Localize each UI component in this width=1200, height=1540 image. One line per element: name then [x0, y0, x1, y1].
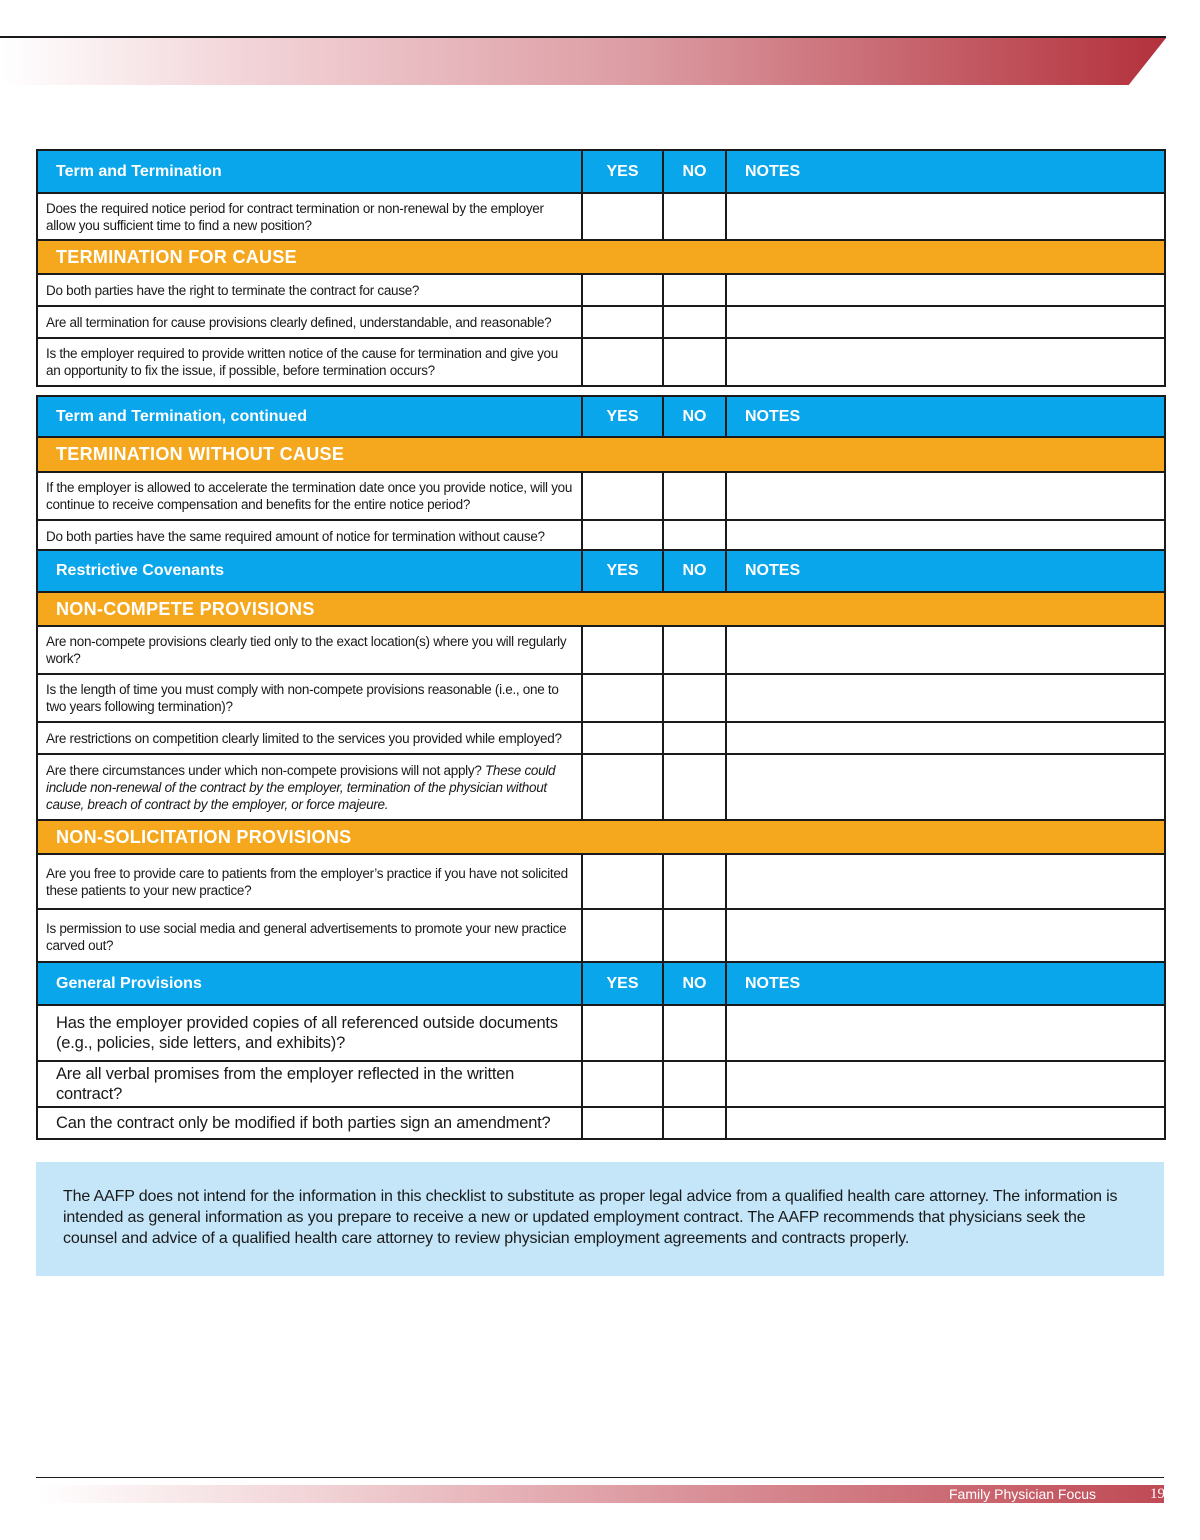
yes-column-header: YES — [582, 962, 663, 1005]
checklist-row — [37, 193, 1165, 240]
no-checkbox-cell[interactable] — [663, 1107, 726, 1139]
subheading-label: NON-COMPETE PROVISIONS — [37, 592, 1165, 626]
no-checkbox-cell[interactable] — [663, 909, 726, 964]
no-checkbox-cell[interactable] — [663, 338, 726, 386]
no-checkbox-cell[interactable] — [663, 472, 726, 520]
yes-column-header: YES — [582, 550, 663, 592]
question-main-text: Can the contract only be modified if both parties sign an amendment? — [56, 1114, 551, 1132]
yes-checkbox-cell[interactable] — [582, 909, 663, 964]
checklist-table — [36, 961, 1166, 1140]
top-gradient-banner — [0, 38, 1166, 85]
no-checkbox-cell[interactable] — [663, 674, 726, 722]
question-main-text: Is the employer required to provide written notice of the cause for termination and give you an opportunity to fix the issue, if possible, before termination occurs? — [46, 346, 558, 378]
notes-cell[interactable] — [726, 193, 1165, 240]
checklist-row — [37, 626, 1165, 674]
notes-cell[interactable] — [726, 754, 1165, 820]
question-text — [37, 754, 582, 820]
question-text — [37, 854, 582, 909]
yes-checkbox-cell[interactable] — [582, 1107, 663, 1139]
question-text — [37, 274, 582, 306]
question-main-text: Do both parties have the same required amount of notice for termination without cause? — [46, 528, 545, 544]
section-header-row — [37, 962, 1165, 1005]
no-checkbox-cell[interactable] — [663, 1061, 726, 1107]
question-main-text: Are you free to provide care to patients from the employer’s practice if you have not solicited these patients to your new practice? — [46, 865, 568, 898]
no-column-header: NO — [663, 396, 726, 437]
question-main-text: Is the length of time you must comply with non-compete provisions reasonable (i.e., one to two years following termination)? — [46, 682, 559, 714]
section-title: Restrictive Covenants — [37, 550, 582, 592]
checklist-term-termination — [36, 149, 1164, 387]
checklist-row — [37, 1107, 1165, 1139]
notes-column-header: NOTES — [726, 962, 1165, 1005]
notes-cell[interactable] — [726, 306, 1165, 338]
checklist-row — [37, 1061, 1165, 1107]
question-main-text: Are all termination for cause provisions clearly defined, understandable, and reasonable? — [46, 314, 552, 330]
checklist-row — [37, 854, 1165, 909]
no-checkbox-cell[interactable] — [663, 1005, 726, 1061]
bottom-rule — [36, 1477, 1164, 1478]
no-checkbox-cell[interactable] — [663, 306, 726, 338]
question-main-text: Has the employer provided copies of all referenced outside documents (e.g., policies, side letters, and exhibits)? — [56, 1014, 558, 1052]
question-text — [37, 722, 582, 754]
yes-checkbox-cell[interactable] — [582, 520, 663, 552]
yes-checkbox-cell[interactable] — [582, 472, 663, 520]
checklist-table — [36, 149, 1166, 387]
yes-checkbox-cell[interactable] — [582, 1061, 663, 1107]
yes-checkbox-cell[interactable] — [582, 306, 663, 338]
yes-column-header: YES — [582, 396, 663, 437]
checklist-table — [36, 549, 1166, 965]
question-text — [37, 1005, 582, 1061]
notes-cell[interactable] — [726, 854, 1165, 909]
question-text — [37, 1107, 582, 1139]
yes-checkbox-cell[interactable] — [582, 1005, 663, 1061]
subheading-non-compete-provisions — [37, 592, 1165, 626]
yes-checkbox-cell[interactable] — [582, 754, 663, 820]
no-checkbox-cell[interactable] — [663, 722, 726, 754]
yes-checkbox-cell[interactable] — [582, 338, 663, 386]
notes-cell[interactable] — [726, 1005, 1165, 1061]
checklist-term-termination-continued — [36, 395, 1164, 553]
notes-cell[interactable] — [726, 1061, 1165, 1107]
subheading-termination-for-cause — [37, 240, 1165, 274]
footer-publication: Family Physician Focus — [949, 1486, 1097, 1502]
page-number: 19 — [1150, 1486, 1165, 1502]
top-rule — [0, 36, 1166, 38]
question-text — [37, 520, 582, 552]
subheading-label: TERMINATION WITHOUT CAUSE — [37, 437, 1165, 472]
question-main-text: Do both parties have the right to terminate the contract for cause? — [46, 282, 420, 298]
checklist-row — [37, 674, 1165, 722]
section-header-row — [37, 150, 1165, 193]
checklist-general-provisions — [36, 961, 1164, 1140]
no-checkbox-cell[interactable] — [663, 520, 726, 552]
yes-checkbox-cell[interactable] — [582, 854, 663, 909]
question-text — [37, 306, 582, 338]
notes-cell[interactable] — [726, 520, 1165, 552]
notes-cell[interactable] — [726, 674, 1165, 722]
section-title: Term and Termination, continued — [37, 396, 582, 437]
section-title: General Provisions — [37, 962, 582, 1005]
section-header-row — [37, 396, 1165, 437]
question-text — [37, 338, 582, 386]
question-text — [37, 909, 582, 964]
yes-checkbox-cell[interactable] — [582, 674, 663, 722]
subheading-label: NON-SOLICITATION PROVISIONS — [37, 820, 1165, 854]
question-main-text: Are all verbal promises from the employer reflected in the written contract? — [56, 1065, 515, 1103]
notes-cell[interactable] — [726, 338, 1165, 386]
question-main-text: If the employer is allowed to accelerate the termination date once you provide notice, will you continue to receive compensation and benefits for the entire notice period? — [46, 480, 573, 512]
checklist-row — [37, 306, 1165, 338]
question-italic-note: These could include non-renewal of the contract by the employer, termination of the physician without cause, breach of contract by the employer, or force majeure. — [46, 762, 556, 812]
subheading-non-solicitation-provisions — [37, 820, 1165, 854]
question-text — [37, 193, 582, 240]
checklist-table — [36, 395, 1166, 553]
notes-cell[interactable] — [726, 472, 1165, 520]
notes-column-header: NOTES — [726, 550, 1165, 592]
checklist-row — [37, 274, 1165, 306]
no-checkbox-cell[interactable] — [663, 754, 726, 820]
disclaimer: The AAFP does not intend for the information in this checklist to substitute as proper legal advice from a qualified health care attorney. The information is intended as general information as you prepare to receive a new or updated employment contract. The AAFP recommends that physicians seek the counsel and advice of a qualified health care attorney to review physician employment agreements and contracts properly. — [36, 1162, 1164, 1276]
subheading-label: TERMINATION FOR CAUSE — [37, 240, 1165, 274]
yes-checkbox-cell[interactable] — [582, 722, 663, 754]
no-checkbox-cell[interactable] — [663, 193, 726, 240]
question-text — [37, 472, 582, 520]
checklist-row — [37, 722, 1165, 754]
section-title: Term and Termination — [37, 150, 582, 193]
section-header-row — [37, 550, 1165, 592]
question-text — [37, 1061, 582, 1107]
question-main-text: Is permission to use social media and general advertisements to promote your new practice carved out? — [46, 920, 567, 953]
checklist-row — [37, 520, 1165, 552]
no-column-header: NO — [663, 150, 726, 193]
question-main-text: Are non-compete provisions clearly tied only to the exact location(s) where you will regularly work? — [46, 634, 567, 666]
checklist-row — [37, 1005, 1165, 1061]
question-main-text: Does the required notice period for contract termination or non-renewal by the employer allow you sufficient time to find a new position? — [46, 200, 544, 233]
question-main-text: Are there circumstances under which non-compete provisions will not apply? — [46, 762, 482, 778]
checklist-row — [37, 472, 1165, 520]
notes-cell[interactable] — [726, 909, 1165, 964]
question-main-text: Are restrictions on competition clearly limited to the services you provided while employed? — [46, 730, 562, 746]
no-column-header: NO — [663, 550, 726, 592]
checklist-row — [37, 338, 1165, 386]
subheading-termination-without-cause — [37, 437, 1165, 472]
checklist-restrictive-covenants — [36, 549, 1164, 965]
notes-cell[interactable] — [726, 274, 1165, 306]
checklist-row — [37, 754, 1165, 820]
no-checkbox-cell[interactable] — [663, 854, 726, 909]
yes-checkbox-cell[interactable] — [582, 274, 663, 306]
notes-column-header: NOTES — [726, 396, 1165, 437]
notes-cell[interactable] — [726, 722, 1165, 754]
no-column-header: NO — [663, 962, 726, 1005]
question-text — [37, 674, 582, 722]
yes-column-header: YES — [582, 150, 663, 193]
question-text — [37, 626, 582, 674]
notes-cell[interactable] — [726, 626, 1165, 674]
checklist-row — [37, 909, 1165, 964]
notes-column-header: NOTES — [726, 150, 1165, 193]
no-checkbox-cell[interactable] — [663, 274, 726, 306]
yes-checkbox-cell[interactable] — [582, 626, 663, 674]
yes-checkbox-cell[interactable] — [582, 193, 663, 240]
notes-cell[interactable] — [726, 1107, 1165, 1139]
no-checkbox-cell[interactable] — [663, 626, 726, 674]
